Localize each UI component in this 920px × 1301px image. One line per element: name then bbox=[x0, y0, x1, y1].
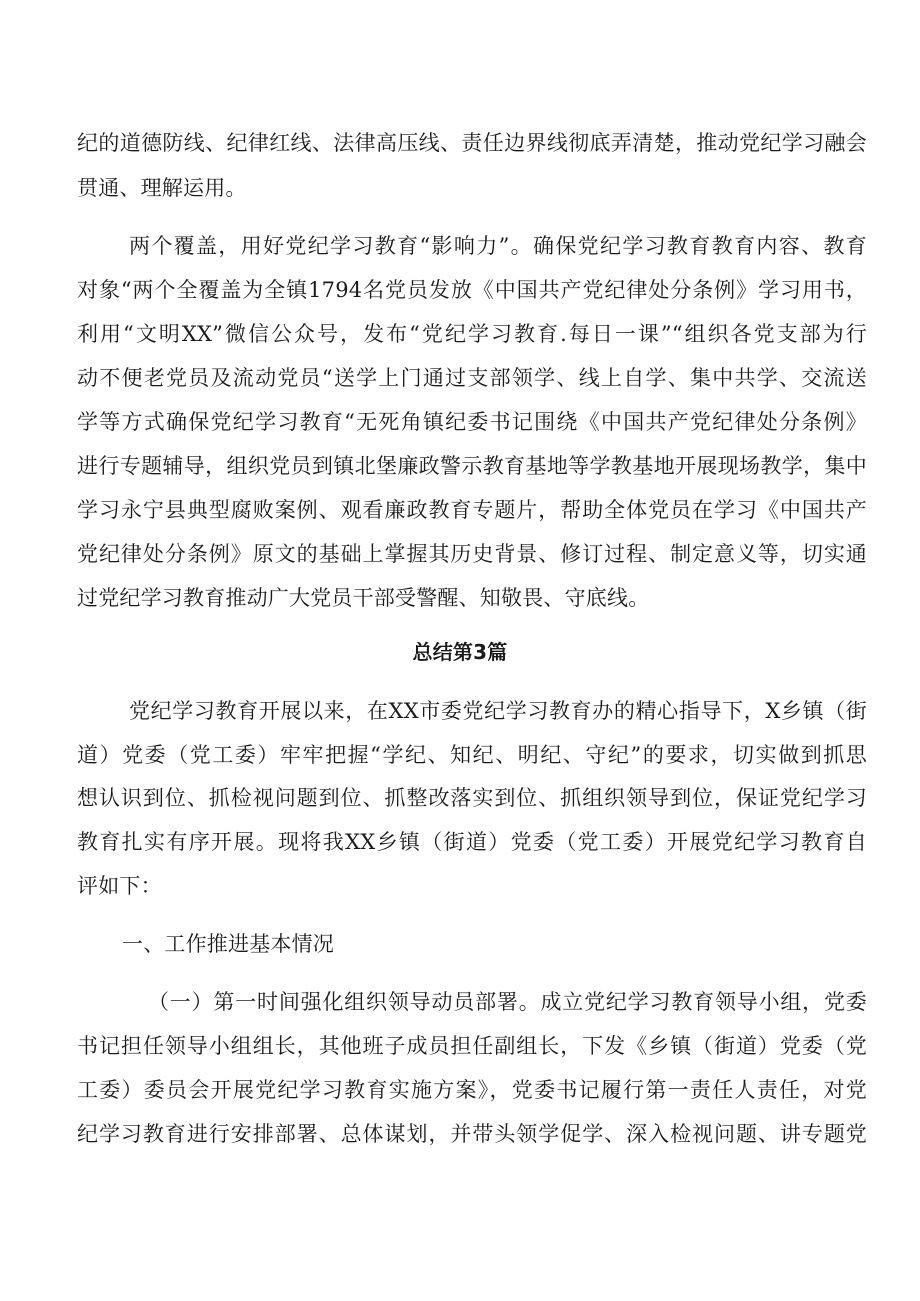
paragraph-line: （一）第一时间强化组织领导动员部署。成立党纪学习教育领导小组，党委 bbox=[148, 990, 867, 1014]
paragraph-line: 党纪律处分条例》原文的基础上掌握其历史背景、修订过程、制定意义等，切实通 bbox=[77, 542, 867, 566]
paragraph-line: 贯通、理解运用。 bbox=[77, 176, 247, 200]
paragraph-line: 工委）委员会开展党纪学习教育实施方案》，党委书记履行第一责任人责任，对党 bbox=[77, 1078, 867, 1102]
paragraph-line: 动不便老党员及流动党员“送学上门通过支部领学、线上自学、集中共学、交流送 bbox=[77, 366, 867, 390]
paragraph-line: 过党纪学习教育推动广大党员干部受警醒、知敬畏、守底线。 bbox=[77, 586, 650, 610]
paragraph-line: 学等方式确保党纪学习教育“无死角镇纪委书记围绕《中国共产党纪律处分条例》 bbox=[77, 410, 867, 434]
paragraph-line: 党纪学习教育开展以来，在XX市委党纪学习教育办的精心指导下，X乡镇（街 bbox=[129, 699, 867, 723]
section-heading: 总结第3篇 bbox=[412, 640, 508, 664]
paragraph-line: 对象“两个全覆盖为全镇1794名党员发放《中国共产党纪律处分条例》学习用书， bbox=[77, 278, 867, 302]
paragraph-line: 纪学习教育进行安排部署、总体谋划，并带头领学促学、深入检视问题、讲专题党 bbox=[77, 1122, 867, 1146]
paragraph-line: 纪的道德防线、纪律红线、法律高压线、责任边界线彻底弄清楚，推动党纪学习融会 bbox=[77, 131, 867, 155]
paragraph-line: 两个覆盖，用好党纪学习教育“影响力”。确保党纪学习教育教育内容、教育 bbox=[129, 234, 867, 258]
paragraph-line: 学习永宁县典型腐败案例、观看廉政教育专题片，帮助全体党员在学习《中国共产 bbox=[77, 498, 867, 522]
paragraph-line: 进行专题辅导，组织党员到镇北堡廉政警示教育基地等学教基地开展现场教学，集中 bbox=[77, 454, 867, 478]
section-title: 一、工作推进基本情况 bbox=[122, 932, 334, 956]
paragraph-line: 利用“文明XX”微信公众号，发布“党纪学习教育.每日一课”“组织各党支部为行 bbox=[77, 322, 867, 346]
paragraph-line: 评如下： bbox=[77, 874, 162, 898]
paragraph-line: 想认识到位、抓检视问题到位、抓整改落实到位、抓组织领导到位，保证党纪学习 bbox=[77, 786, 867, 810]
paragraph-line: 书记担任领导小组组长，其他班子成员担任副组长，下发《乡镇（街道）党委（党 bbox=[77, 1034, 867, 1058]
paragraph-line: 教育扎实有序开展。现将我XX乡镇（街道）党委（党工委）开展党纪学习教育自 bbox=[77, 830, 867, 854]
paragraph-line: 道）党委（党工委）牢牢把握“学纪、知纪、明纪、守纪”的要求，切实做到抓思 bbox=[77, 743, 867, 767]
